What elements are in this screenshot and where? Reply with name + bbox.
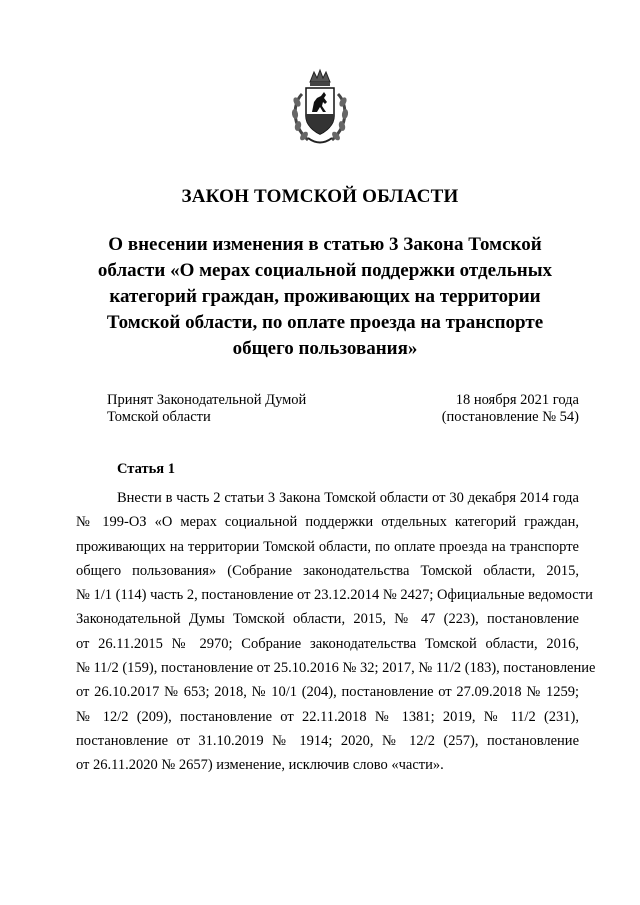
article-line: общего пользования» (Собрание законодательства Томской области, 2015, (76, 562, 579, 579)
law-subtitle (80, 232, 570, 362)
subtitle-line: О внесении изменения в статью 3 Закона Томской (108, 234, 542, 255)
subtitle-line: Томской области, по оплате проезда на транспорте (106, 312, 544, 333)
article-line: проживающих на территории Томской области, по оплате проезда на транспорте (76, 538, 579, 555)
adoption-date: 18 ноября 2021 года (455, 392, 579, 408)
resolution-number: (постановление № 54) (441, 409, 579, 425)
adopted-by-line: Принят Законодательной Думой (107, 392, 307, 408)
subtitle-line: общего пользования» (232, 338, 418, 359)
article-line: Законодательной Думы Томской области, 2015, № 47 (223), постановление (76, 611, 579, 628)
adopted-by (107, 392, 306, 426)
adopted-by-line: Томской области (107, 409, 211, 425)
article-line: № 199-ОЗ «О мерах социальной поддержки отдельных категорий граждан, (76, 514, 579, 531)
article-line: от 26.11.2020 № 2657) изменение, исключив слово «части». (76, 757, 444, 774)
article-heading: Статья 1 (117, 461, 175, 477)
article-line: № 11/2 (159), постановление от 25.10.2016 № 32; 2017, № 11/2 (183), постановление (76, 660, 596, 677)
coat-of-arms-icon (288, 68, 352, 146)
article-line: Внести в часть 2 статьи 3 Закона Томской области от 30 декабря 2014 года (117, 490, 579, 506)
subtitle-line: области «О мерах социальной поддержки отдельных (97, 260, 553, 281)
article-body (76, 486, 596, 778)
subtitle-line: категорий граждан, проживающих на территории (109, 286, 541, 307)
article-line: постановление от 31.10.2019 № 1914; 2020, № 12/2 (257), постановление (76, 732, 579, 749)
article-line: № 1/1 (114) часть 2, постановление от 23.12.2014 № 2427; Официальные ведомости (76, 587, 593, 604)
law-title: ЗАКОН ТОМСКОЙ ОБЛАСТИ (181, 186, 459, 207)
article-line: от 26.11.2015 № 2970; Собрание законодательства Томской области, 2016, (76, 635, 579, 652)
article-line: от 26.10.2017 № 653; 2018, № 10/1 (204), постановление от 27.09.2018 № 1259; (76, 684, 579, 701)
article-line: № 12/2 (209), постановление от 22.11.2018 № 1381; 2019, № 11/2 (231), (76, 708, 579, 725)
adoption-info (442, 392, 579, 426)
